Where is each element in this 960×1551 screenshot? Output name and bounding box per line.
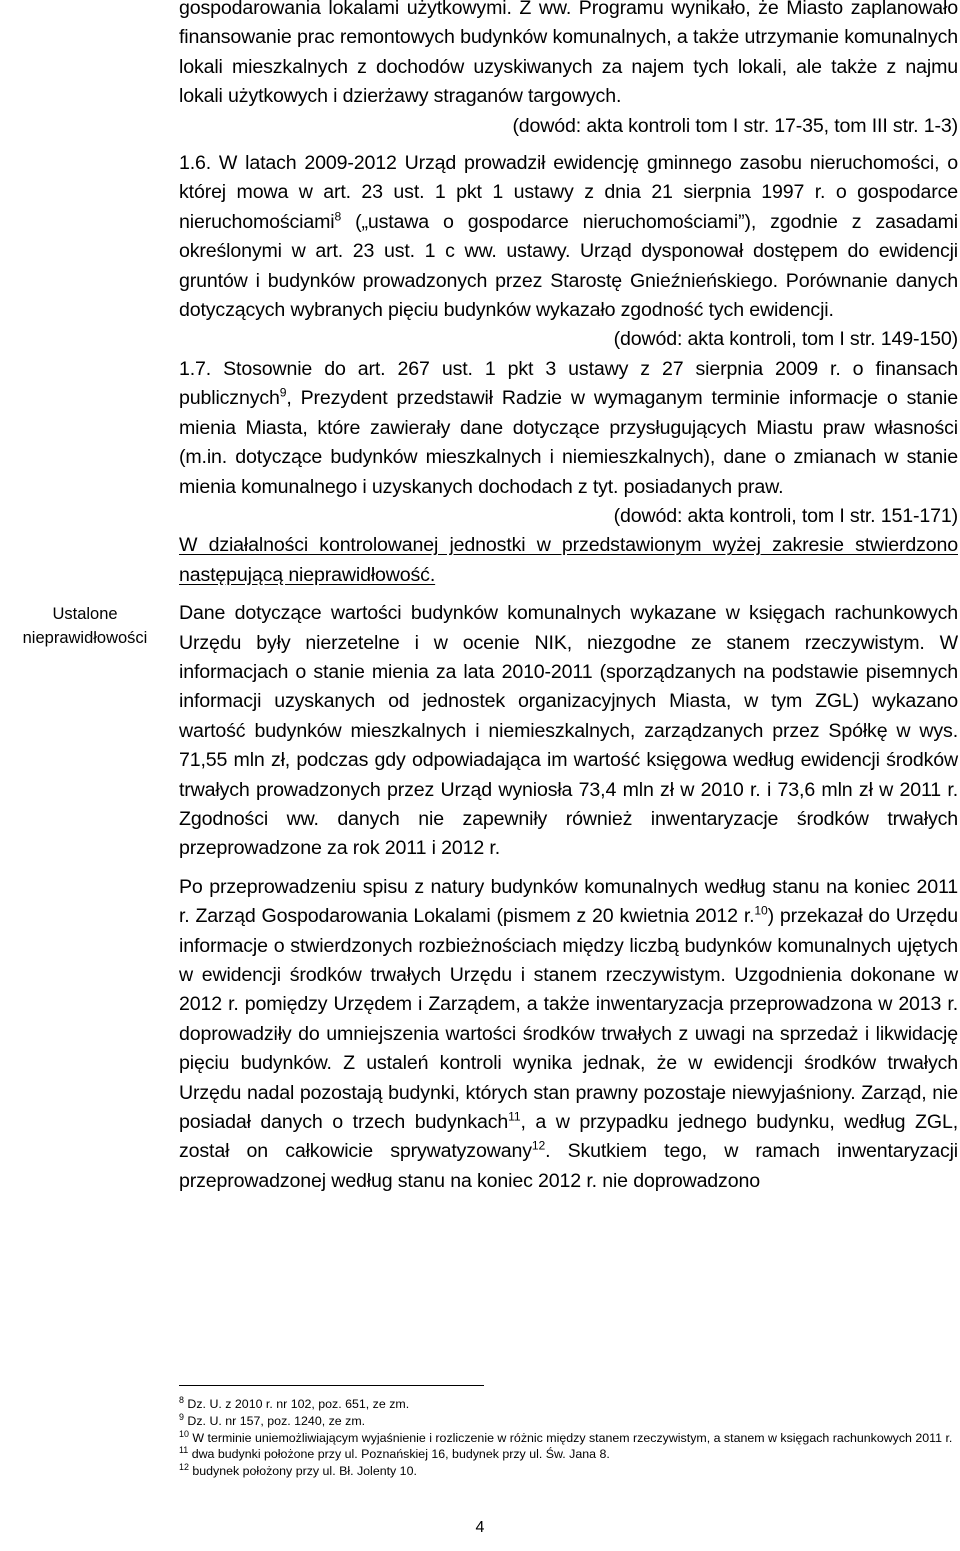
footnote-12	[179, 1463, 958, 1480]
document-body	[179, 0, 958, 1196]
finding-paragraph-1: Dane dotyczące wartości budynków komunalnych wykazane w księgach rachunkowych Urzędu były nierzetelne i w ocenie NIK, niezgodne ze stanem rzeczywistym. W informacjach o stanie mienia za lata 2010-2011 (sporządzanych na podstawie pisemnych informacji uzyskanych od jednostek organizacyjnych Miasta, w tym ZGL) wykazano wartość budynków mieszkalnych i niemieszkalnych, zarządzanych przez Spółkę w wys. 71,55 mln zł, podczas gdy odpowiadająca im wartość księgowa według ewidencji środków trwałych prowadzonych przez Urząd wyniosła 73,4 mln zł w 2010 r. i 73,6 mln zł w 2011 r. Zgodności ww. danych nie zapewniły również inwentaryzacje środków trwałych przeprowadzone za rok 2011 i 2012 r.	[179, 602, 958, 860]
footnote-text: Dz. U. nr 157, poz. 1240, ze zm.	[183, 1413, 366, 1428]
paragraph-1-7-text-a: 1.7. Stosownie do art. 267 ust. 1 pkt 3 ustawy z 27 sierpnia 2009 r. o finansach publicznych	[179, 357, 958, 410]
footnote-separator	[179, 1385, 484, 1386]
finding-paragraph-2-text-c: , a w przypadku jednego budynku, według ZGL, został on całkowicie sprywatyzowany	[179, 1111, 958, 1163]
finding-paragraph-2-text-d: . Skutkiem tego, w ramach inwentaryzacji przeprowadzonej według stanu na koniec 2012 r. nie doprowadzono	[179, 1140, 958, 1192]
side-note-line-2: nieprawidłowości	[22, 629, 148, 647]
page-number: 4	[475, 1519, 485, 1536]
footnote-number: 10	[179, 1428, 189, 1439]
finding-paragraph-2-text-b: ) przekazał do Urzędu informacje o stwierdzonych rozbieżnościach między liczbą budynków komunalnych ujętych w ewidencji środków trwałych Urzędu i stanem rzeczywistym. Uzgodnienia dokonane w 2012 r. pomiędzy Urzędem i Zarządem, a także inwentaryzacja przeprowadzona w 2013 r. doprowadziły do umniejszenia wartości środków trwałych z uwagi na sprzedaż i likwidację pięciu budynków. Z ustaleń kontroli wynika jednak, że w ewidencji środków trwałych Urzędu nadal pozostają budynki, których stan prawny pozostaje niewyjaśniony. Zarząd, nie posiadał danych o trzech budynkach	[179, 905, 958, 1134]
footnote-11	[179, 1446, 958, 1463]
footnote-ref-8: 8	[334, 209, 342, 224]
footnote-10	[179, 1430, 958, 1447]
footnote-ref-9: 9	[279, 385, 287, 400]
footnote-ref-12: 12	[531, 1138, 546, 1153]
footnote-9	[179, 1413, 958, 1430]
paragraph-intro: gospodarowania lokalami użytkowymi. Z ww. Programu wynikało, że Miasto zaplanowało finansowanie prac remontowych budynków komunalnych, a także utrzymanie komunalnych lokali mieszkalnych z dochodów uzyskiwanych za najem tych lokali, ale także z najmu lokali użytkowych i dzierżawy straganów targowych.	[179, 0, 958, 108]
footnote-ref-10: 10	[754, 903, 768, 918]
paragraph-1-7	[179, 355, 958, 502]
evidence-citation-2: (dowód: akta kontroli, tom I str. 149-150)	[613, 328, 958, 351]
footnote-text: Dz. U. z 2010 r. nr 102, poz. 651, ze zm.	[183, 1397, 410, 1411]
footnote-number: 12	[179, 1462, 189, 1473]
side-note-line-1: Ustalone	[52, 605, 118, 623]
paragraph-1-6-text-b: („ustawa o gospodarce nieruchomościami”), zgodnie z zasadami określonymi w art. 23 ust. 1 c ww. ustawy. Urząd dysponował dostępem do ewidencji gruntów i budynków prowadzonych przez Starostę Gnieźnieńskiego. Porównanie danych dotyczących wybranych pięciu budynków wykazało zgodność tych ewidencji.	[179, 210, 958, 322]
footnote-number: 9	[179, 1411, 184, 1422]
footnote-text: budynek położony przy ul. Bł. Jolenty 10.	[188, 1464, 417, 1479]
finding-paragraph-2	[179, 873, 958, 1196]
finding-paragraph-2-text-a: Po przeprowadzeniu spisu z natury budynków komunalnych według stanu na koniec 2011 r. Zarząd Gospodarowania Lokalami (pismem z 20 kwietnia 2012 r.	[179, 875, 958, 928]
evidence-citation-1: (dowód: akta kontroli tom I str. 17-35, tom III str. 1-3)	[512, 114, 958, 137]
footnote-number: 8	[179, 1394, 184, 1405]
paragraph-1-6-text-a: 1.6. W latach 2009-2012 Urząd prowadził ewidencję gminnego zasobu nieruchomości, o której mowa w art. 23 ust. 1 pkt 1 ustawy z dnia 21 sierpnia 1997 r. o gospodarce nieruchomościami	[179, 152, 958, 233]
paragraph-1-6	[179, 149, 958, 325]
evidence-citation-3: (dowód: akta kontroli, tom I str. 151-171)	[613, 504, 958, 527]
footnote-text: W terminie uniemożliwiającym wyjaśnienie i rozliczenie w różnic między stanem rzeczywistym, a stanem w księgach rachunkowych 2011 r.	[188, 1430, 953, 1445]
footnotes	[179, 1396, 958, 1480]
paragraph-1-7-text-b: , Prezydent przedstawił Radzie w wymaganym terminie informacje o stanie mienia Miasta, które zawierały dane dotyczące przysługujących Miastu praw własności (m.in. dotyczące budynków mieszkalnych i niemieszkalnych), dane o zmianach w stanie mienia komunalnego i uzyskanych dochodach z tyt. posiadanych praw.	[179, 387, 958, 498]
footnote-text: dwa budynki położone przy ul. Poznańskiej 16, budynek przy ul. Św. Jana 8.	[188, 1447, 610, 1462]
finding-intro: W działalności kontrolowanej jednostki w przedstawionym wyżej zakresie stwierdzono następującą nieprawidłowość.	[179, 534, 958, 586]
footnote-ref-11: 11	[508, 1109, 521, 1124]
footnote-number: 11	[179, 1445, 189, 1456]
footnote-8	[179, 1396, 958, 1413]
side-note-findings	[0, 602, 170, 650]
